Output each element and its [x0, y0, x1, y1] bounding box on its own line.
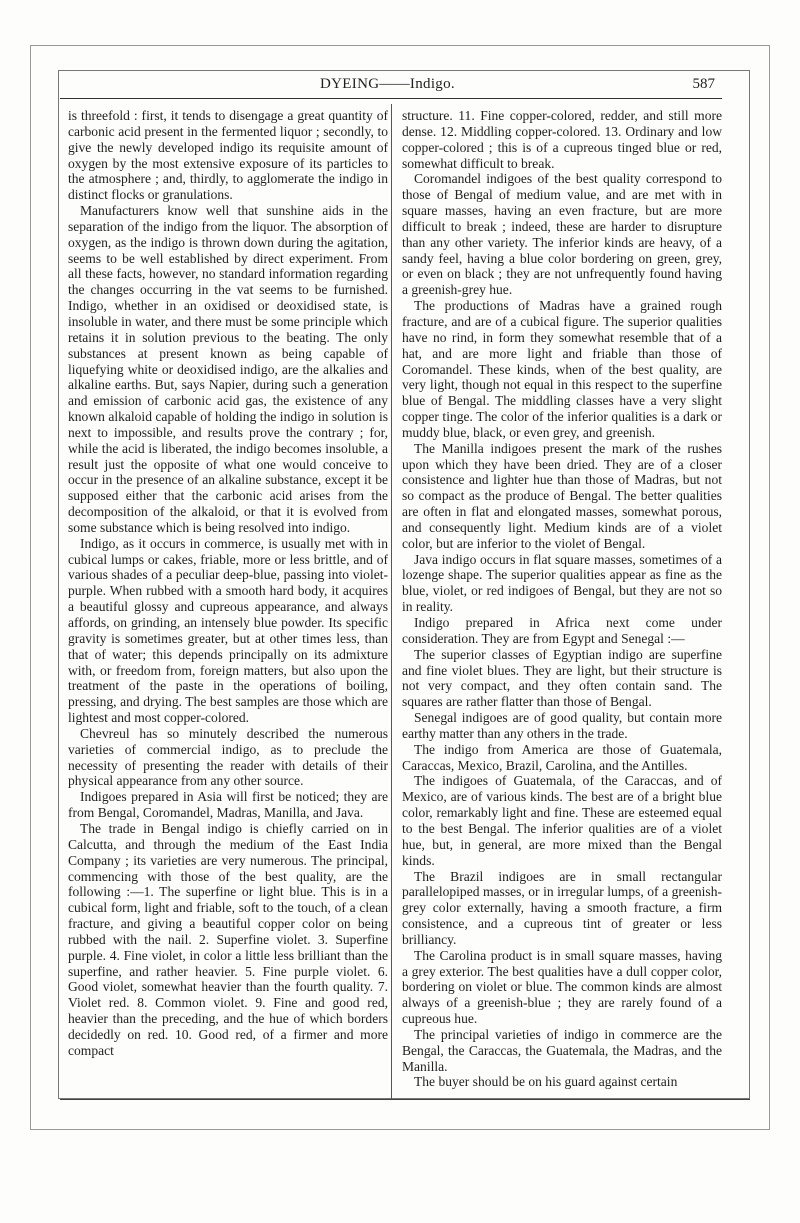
- paragraph: Indigo prepared in Africa next come under consideration. They are from Egypt and Senegal :—: [402, 615, 722, 646]
- paragraph: Indigo, as it occurs in commerce, is usually met with in cubical lumps or cakes, friable, more or less brittle, and of various shades of a peculiar deep-blue, passing into violet-purple. When rubbed with a smooth hard body, it acquires a beautiful glossy and cupreous appearance, and always affords, on grinding, an intensely blue powder. Its specific gravity is sometimes greater, but at other times less, than that of water; this depends principally on its admixture with, or freedom from, foreign matters, but also upon the treatment of the paste in the operations of boiling, pressing, and drying. The best samples are those which are lightest and most copper-colored.: [68, 535, 388, 726]
- paragraph: The trade in Bengal indigo is chiefly carried on in Calcutta, and through the medium of the East India Company ; its varieties are very numerous. The principal, commencing with those of the best quality, are the following :—1. The superfine or light blue. This is in a cubical form, light and friable, soft to the touch, of a clean fracture, and giving a beautiful copper color on being rubbed with the nail. 2. Superfine violet. 3. Superfine purple. 4. Fine violet, in color a little less brilliant than the superfine, and rather heavier. 5. Fine purple violet. 6. Good violet, somewhat heavier than the fourth quality. 7. Violet red. 8. Common violet. 9. Fine and good red, heavier than the preceding, and the hue of which borders decidedly on red. 10. Good red, of a firmer and more compact: [68, 820, 388, 1058]
- paragraph: Coromandel indigoes of the best quality correspond to those of Bengal of medium value, and are met with in square masses, having an even fracture, but are more difficult to break ; indeed, these are harder to disrupture than any other variety. The inferior kinds are heavy, of a sandy feel, having a blue color bordering on green, grey, or even on black ; they are not unfrequently found having a greenish-grey hue.: [402, 171, 722, 298]
- footer-rule: [60, 1099, 750, 1100]
- paragraph: Java indigo occurs in flat square masses, sometimes of a lozenge shape. The superior qualities appear as fine as the blue, violet, or red indigoes of Bengal, but they are not so in reality.: [402, 551, 722, 615]
- column-divider: [391, 104, 392, 1099]
- page-header: [60, 76, 715, 98]
- paragraph: The principal varieties of indigo in commerce are the Bengal, the Caraccas, the Guatemala, the Madras, and the Manilla.: [402, 1026, 722, 1074]
- paragraph: The Brazil indigoes are in small rectangular parallelopiped masses, or in irregular lumps, of a greenish-grey color externally, having a smooth fracture, a firm consistence, and a cupreous tint of greater or less brilliancy.: [402, 868, 722, 947]
- right-column: [402, 108, 722, 1090]
- paragraph: is threefold : first, it tends to disengage a great quantity of carbonic acid present in the fermented liquor ; secondly, to give the newly developed indigo its requisite amount of oxygen by the most extensive exposure of its particles to the atmosphere ; and, thirdly, to agglomerate the indigo in distinct flocks or granulations.: [68, 108, 388, 203]
- header-rule: [60, 98, 722, 99]
- paragraph: Chevreul has so minutely described the numerous varieties of commercial indigo, as to preclude the necessity of presenting the reader with details of their physical appearance from any other source.: [68, 725, 388, 789]
- paragraph: Indigoes prepared in Asia will first be noticed; they are from Bengal, Coromandel, Madras, Manilla, and Java.: [68, 789, 388, 821]
- paragraph: The indigoes of Guatemala, of the Caraccas, and of Mexico, are of various kinds. The best are of a bright blue color, remarkably light and fine. These are esteemed equal to the best Bengal. The inferior qualities are of a violet hue, but, in general, are more mixed than the Bengal kinds.: [402, 773, 722, 868]
- paragraph: Senegal indigoes are of good quality, but contain more earthy matter than any others in the trade.: [402, 710, 722, 741]
- left-column: [68, 108, 388, 1059]
- paragraph: The superior classes of Egyptian indigo are superfine and fine violet blues. They are light, but their structure is not very compact, and they often contain sand. The squares are rather flatter than those of Bengal.: [402, 646, 722, 710]
- page-number: 587: [692, 76, 715, 92]
- running-head: DYEING——Indigo.: [320, 76, 455, 92]
- paragraph: Manufacturers know well that sunshine aids in the separation of the indigo from the liquor. The absorption of oxygen, as the indigo is thrown down during the agitation, seems to be well established by direct experiment. From all these facts, however, no standard information regarding the changes occurring in the vat seems to be furnished. Indigo, whether in an oxidised or deoxidised state, is insoluble in water, and there must be some principle which retains it in solution previous to the beating. The only substances at present known as being capable of liquefying white or deoxidised indigo, are the alkalies and alkaline earths. But, says Napier, during such a generation and emission of carbonic acid gas, the existence of any known alkaloid capable of holding the indigo in solution is next to impossible, and results prove the contrary ; for, while the acid is liberated, the indigo becomes insoluble, a result just the opposite of what one would conceive to occur in the presence of an alkaline substance, except it be supposed either that the carbonic acid arises from the decomposition of the alkaloid, or that it is evolved from some substance which is being resolved into indigo.: [68, 203, 388, 535]
- paragraph: The Carolina product is in small square masses, having a grey exterior. The best qualities have a dull copper color, bordering on violet or blue. The common kinds are almost always of a greenish-blue ; they are rarely found of a cupreous hue.: [402, 947, 722, 1027]
- paragraph: structure. 11. Fine copper-colored, redder, and still more dense. 12. Middling copper-colored. 13. Ordinary and low copper-colored ; this is of a cupreous tinged blue or red, somewhat difficult to break.: [402, 108, 722, 171]
- paragraph: The Manilla indigoes present the mark of the rushes upon which they have been dried. They are of a closer consistence and lighter hue than those of Madras, but not so compact as the produce of Bengal. The better qualities are often in flat and elongated masses, somewhat porous, and consequently light. Medium kinds are of a violet color, but are inferior to the violet of Bengal.: [402, 440, 722, 551]
- paragraph: The buyer should be on his guard against certain: [414, 1074, 678, 1090]
- paragraph: The indigo from America are those of Guatemala, Caraccas, Mexico, Brazil, Carolina, and the Antilles.: [402, 741, 722, 773]
- paragraph: The productions of Madras have a grained rough fracture, and are of a cubical figure. The superior qualities have no rind, in form they somewhat resemble that of a hat, and are more light and friable than those of Coromandel. These kinds, when of the best quality, are very light, though not equal in this respect to the superfine blue of Bengal. The middling classes have a very slight copper tinge. The color of the inferior qualities is a dark or muddy blue, black, or even grey, and greenish.: [402, 298, 722, 440]
